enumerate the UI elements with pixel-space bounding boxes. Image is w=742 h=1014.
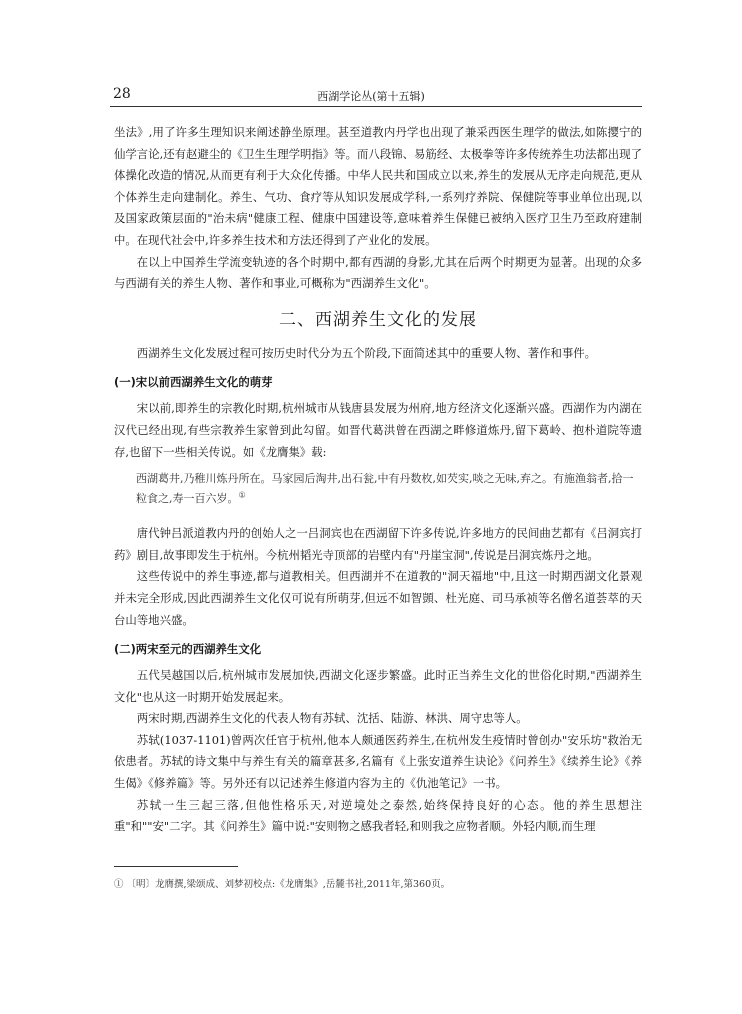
paragraph: 五代吴越国以后,杭州城市发展加快,西湖文化逐步繁盛。此时正当养生文化的世俗化时期,"西湖养生文化"也从这一时期开始发展起来。 [114,668,642,704]
paragraph: 宋以前,即养生的宗教化时期,杭州城市从钱唐县发展为州府,地方经济文化逐渐兴盛。西湖作为内湖在汉代已经出现,有些宗教养生家曾到此勾留。如晋代葛洪曾在西湖之畔修道炼丹,留下葛岭、抱朴道院等遗存,也留下一些相关传说。如《龙膺集》载: [114,401,642,459]
subsection-heading: (二)两宋至元的西湖养生文化 [114,642,262,657]
running-head: 西湖学论丛(第十五辑) [317,90,425,103]
block-quote [114,469,642,509]
body-text [114,122,642,838]
paragraph: 苏轼(1037-1101)曾两次任官于杭州,他本人颇通医药养生,在杭州发生疫情时曾创办"安乐坊"救治无依患者。苏轼的诗文集中与养生有关的篇章甚多,名篇有《上张安道养生诀论》《问养生》《续养生论》《养生偈》《修养篇》等。另外还有以记述养生修道内容为主的《仇池笔记》一书。 [114,732,642,791]
paragraph: 唐代钟吕派道教内丹的创始人之一吕洞宾也在西湖留下许多传说,许多地方的民间曲艺都有《吕洞宾打药》剧目,故事即发生于杭州。今杭州韬光寺顶部的岩壁内有"丹崖宝洞",传说是吕洞宾炼丹之地。 [114,526,642,562]
header-rule [110,106,642,107]
paragraph: 在以上中国养生学流变轨迹的各个时期中,都有西湖的身影,尤其在后两个时期更为显著。出现的众多与西湖有关的养生人物、著作和事业,可概称为"西湖养生文化"。 [114,254,642,291]
paragraph: 这些传说中的养生事迹,都与道教相关。但西湖并不在道教的"洞天福地"中,且这一时期西湖文化景观并未完全形成,因此西湖养生文化仅可说有所萌芽,但远不如智顗、杜光庭、司马承祯等名僧名道荟萃的天台山等地兴盛。 [114,569,642,627]
paragraph: 西湖养生文化发展过程可按历史时代分为五个阶段,下面简述其中的重要人物、著作和事件。 [136,345,597,360]
paragraph: 两宋时期,西湖养生文化的代表人物有苏轼、沈括、陆游、林洪、周守忠等人。 [136,711,528,726]
subsection-heading: (一)宋以前西湖养生文化的萌芽 [114,375,273,390]
footnote-rule [114,866,238,867]
footnote-marker: ① [238,490,246,500]
footnote: ① 〔明〕龙膺撰,梁颂成、刘梦初校点:《龙膺集》,岳麓书社,2011年,第360页。 [114,879,451,890]
page-number: 28 [113,86,131,102]
paragraph: 苏轼一生三起三落,但他性格乐天,对逆境处之泰然,始终保持良好的心态。他的养生思想注重"和""安"二字。其《问养生》篇中说:"安则物之感我者轻,和则我之应物者顺。外轻内顺,而生理 [114,797,642,834]
section-title: 二、西湖养生文化的发展 [279,309,477,330]
quote-text: 西湖葛井,乃稚川炼丹所在。马家园后淘井,出石瓮,中有丹数枚,如芡实,啖之无味,弃之。有施渔翁者,拾一粒食之,寿一百六岁。 [136,472,634,506]
paragraph: 坐法》,用了许多生理知识来阐述静坐原理。甚至道教内丹学也出现了兼采西医生理学的做法,如陈撄宁的仙学言论,还有赵避尘的《卫生生理学明指》等。而八段锦、易筋经、太极拳等许多传统养生功法都出现了体操化改造的情况,从而更有利于大众化传播。中华人民共和国成立以来,养生的发展从无序走向规范,更从个体养生走向建制化。养生、气功、食疗等从知识发展成学科,一系列疗养院、保健院等事业单位出现,以及国家政策层面的"治未病"健康工程、健康中国建设等,意味着养生保健已被纳入医疗卫生乃至政府建制中。在现代社会中,许多养生技术和方法还得到了产业化的发展。 [114,125,642,247]
